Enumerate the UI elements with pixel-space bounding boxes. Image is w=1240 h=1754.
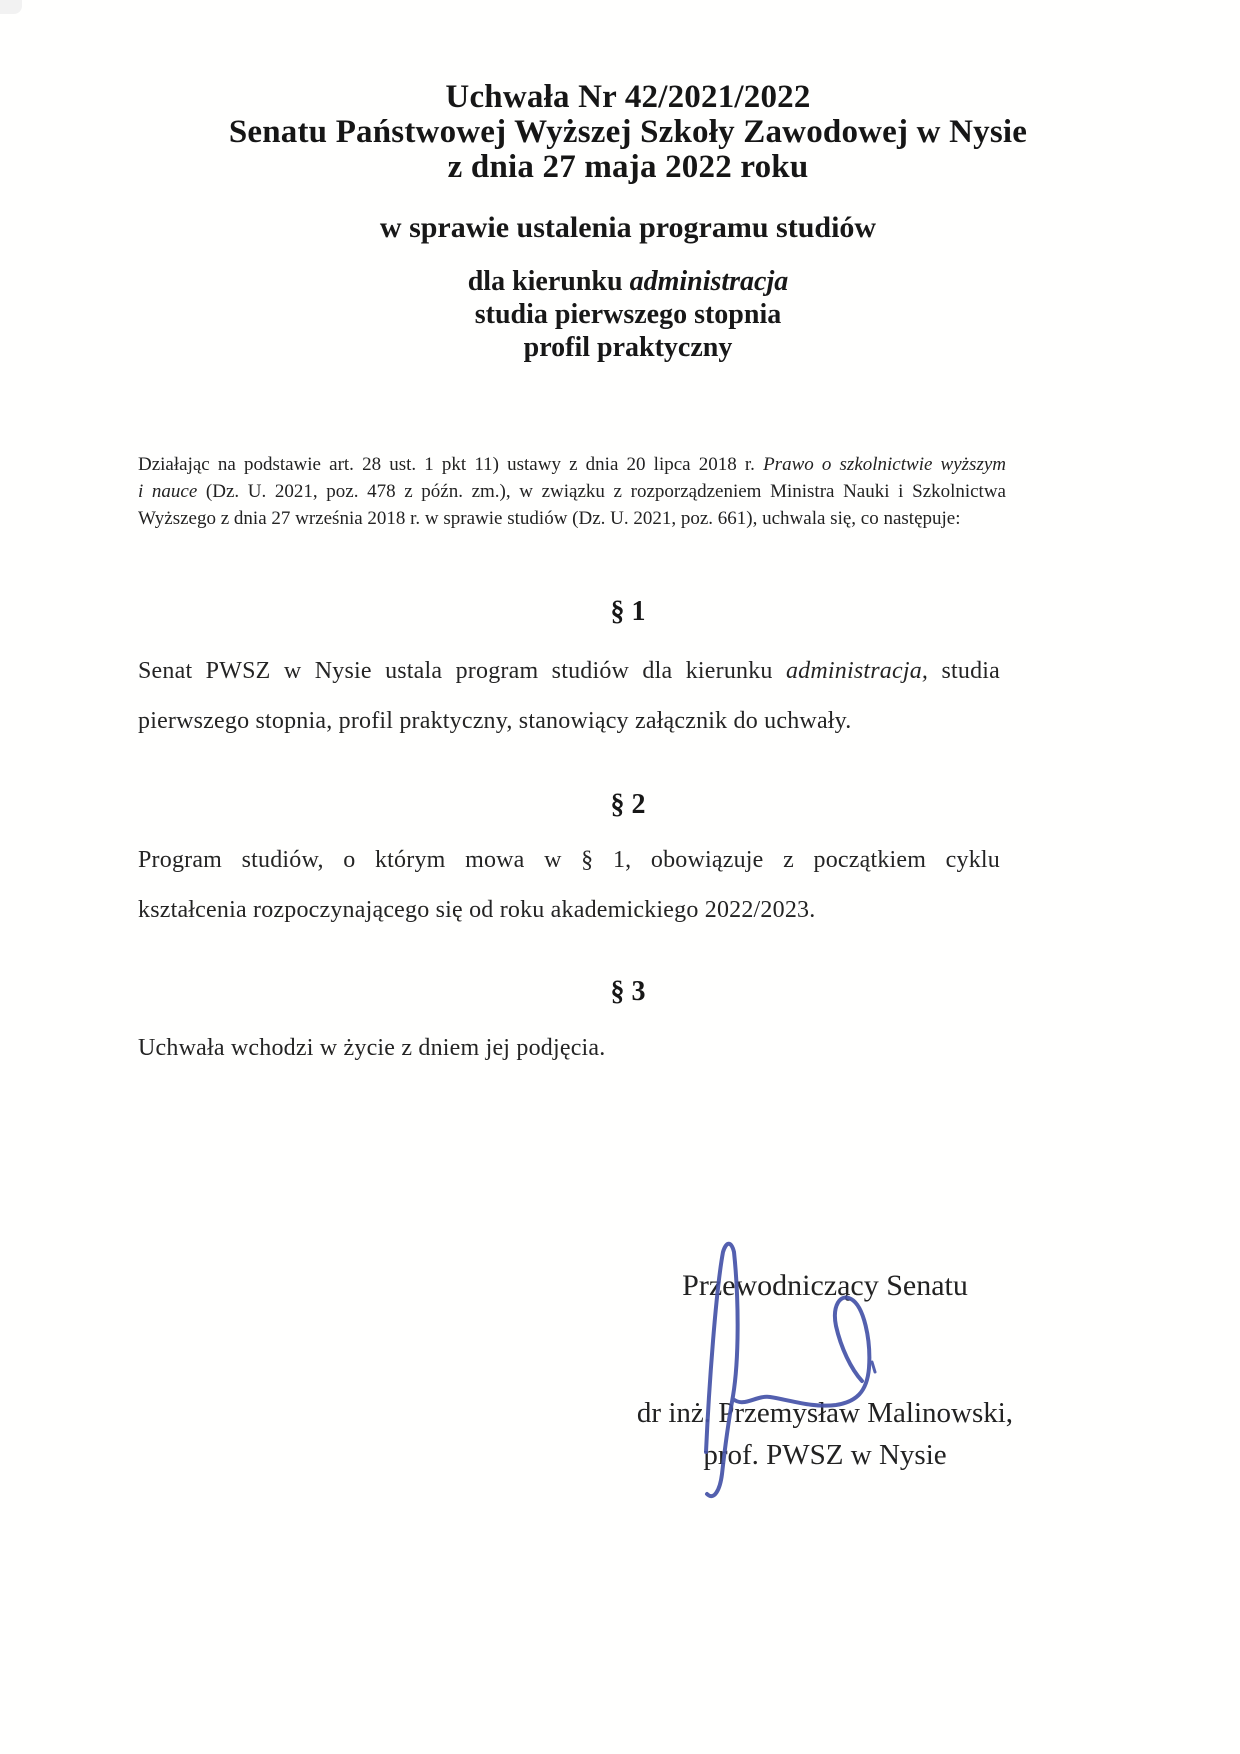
program-line-profil: profil praktyczny [523, 332, 733, 363]
legal-basis-line1 [138, 451, 1006, 478]
section-1-line2: pierwszego stopnia, profil praktyczny, stanowiący załącznik do uchwały. [138, 708, 852, 734]
signatory-name-line1: dr inż. Przemysław Malinowski, [636, 1397, 1014, 1429]
resolution-document [16, 0, 1240, 1754]
section-2-line1: Program studiów, o którym mowa w § 1, obowiązuje z początkiem cyklu [138, 847, 1000, 873]
legal-basis-line2 [138, 478, 1006, 505]
title-line-date: z dnia 27 maja 2022 roku [447, 149, 809, 185]
section-1-line1-text-a: Senat PWSZ w Nysie ustala program studiów dla kierunku [138, 658, 786, 684]
legal-basis-line1-act-title: Prawo o szkolnictwie wyższym [763, 454, 1006, 475]
section-1-line1 [138, 646, 1000, 696]
legal-basis-line2-act-title: i nauce [138, 481, 198, 502]
section-3-paragraph [138, 1023, 1000, 1073]
document-title [16, 80, 1240, 185]
section-2-line2: kształcenia rozpoczynającego się od roku akademickiego 2022/2023. [138, 897, 816, 923]
program-line-kierunek [16, 265, 1240, 298]
section-3-label: § 3 [610, 976, 646, 1007]
program-kierunek-name: administracja [629, 266, 789, 297]
signatory-role: Przewodniczący Senatu [682, 1269, 968, 1302]
legal-basis-line2-text: (Dz. U. 2021, poz. 478 z późn. zm.), w związku z rozporządzeniem Ministra Nauki i Szkolnictwa [197, 481, 1006, 502]
subject-line: w sprawie ustalenia programu studiów [379, 211, 877, 244]
section-1-line1-text-b: studia [928, 658, 1000, 684]
legal-basis-line3: Wyższego z dnia 27 września 2018 r. w sprawie studiów (Dz. U. 2021, poz. 661), uchwala się, co następuje: [138, 508, 961, 529]
signatory-name-line2: prof. PWSZ w Nysie [703, 1439, 947, 1471]
signature-stroke-arch [733, 1298, 869, 1406]
signature-ink [660, 1230, 900, 1520]
section-3-line1: Uchwała wchodzi w życie z dniem jej podjęcia. [138, 1035, 606, 1061]
signature-stroke-loop [706, 1244, 738, 1496]
program-line-stopien: studia pierwszego stopnia [474, 299, 782, 330]
program-kierunek-prefix: dla kierunku [467, 266, 630, 297]
section-1-line1-field-name: administracja, [785, 658, 929, 684]
title-line-senate: Senatu Państwowej Wyższej Szkoły Zawodowej w Nysie [228, 114, 1028, 150]
legal-basis-line1-text: Działając na podstawie art. 28 ust. 1 pkt 11) ustawy z dnia 20 lipca 2018 r. [138, 454, 764, 475]
program-heading [16, 265, 1240, 364]
section-2-label: § 2 [610, 789, 646, 820]
section-2-paragraph [138, 835, 1000, 935]
section-1-paragraph [138, 646, 1000, 746]
legal-basis-paragraph [138, 451, 1006, 532]
signature-stroke-tick [872, 1362, 875, 1372]
title-line-number: Uchwała Nr 42/2021/2022 [445, 79, 811, 115]
section-1-label: § 1 [610, 596, 646, 627]
